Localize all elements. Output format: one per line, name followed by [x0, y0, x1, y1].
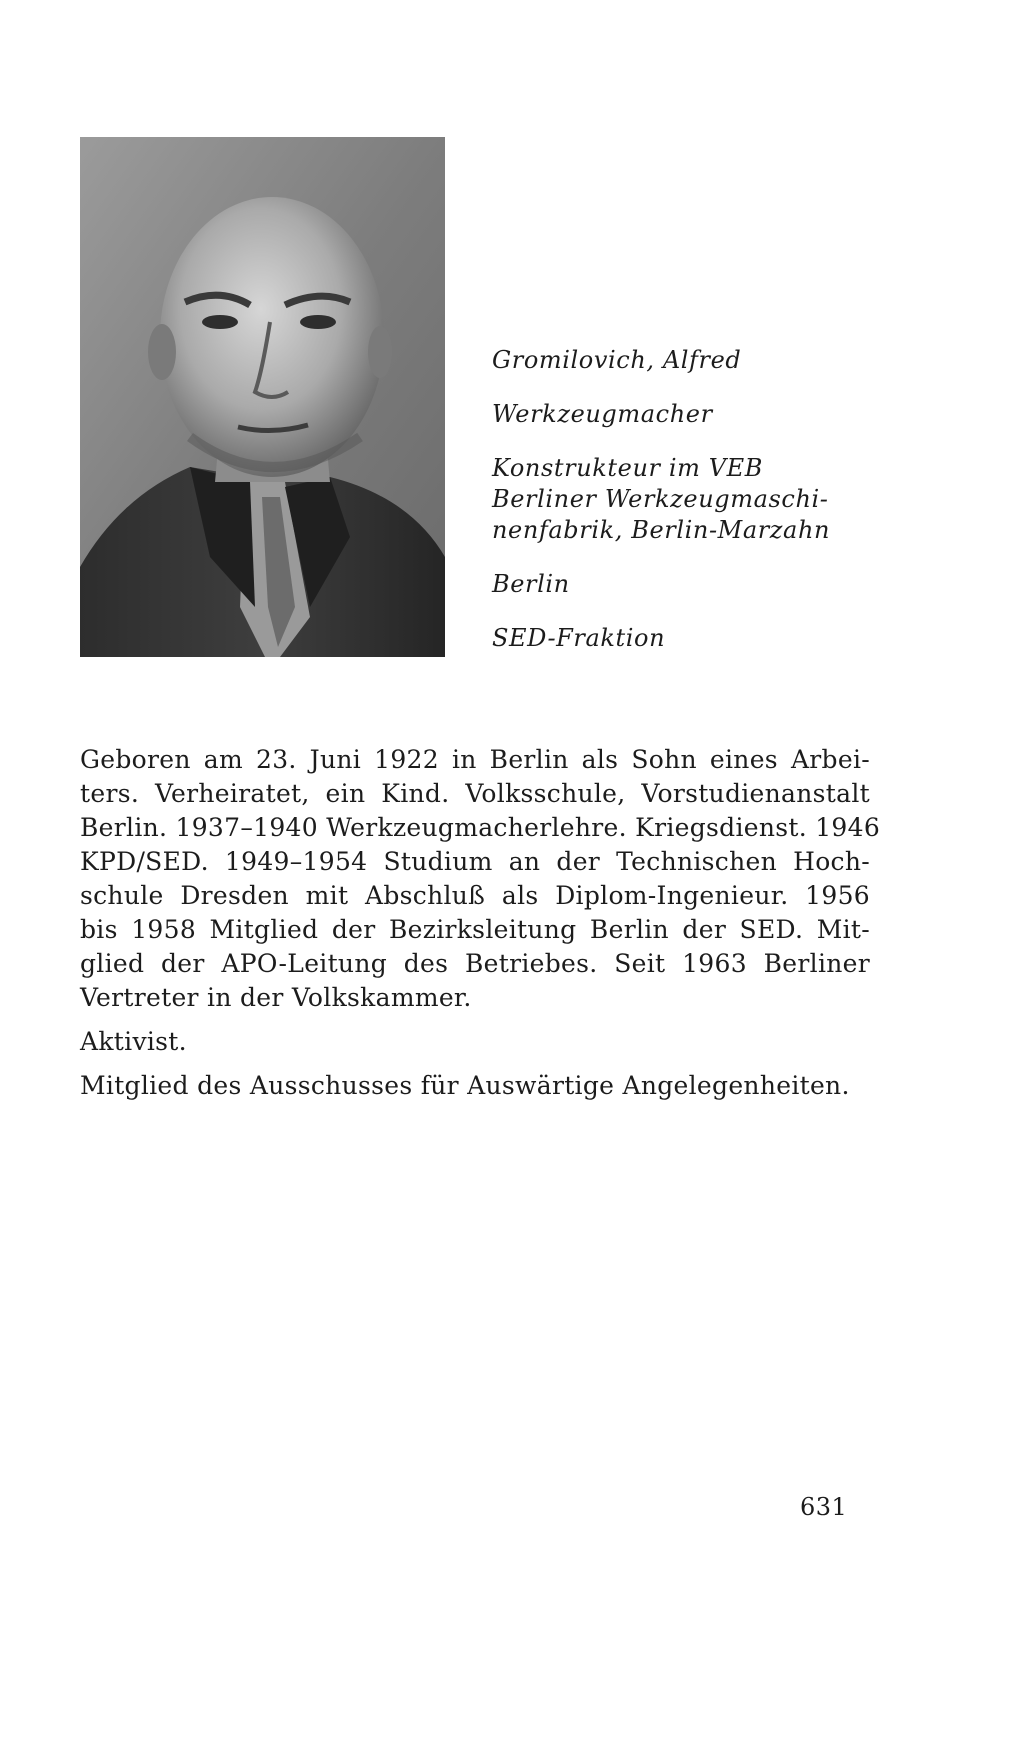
- biography-text: [80, 743, 881, 1103]
- biography-line: ters. Verheiratet, ein Kind. Volksschule, Vorstudienanstalt: [80, 779, 870, 808]
- biography-line: schule Dresden mit Abschluß als Diplom-Ingenieur. 1956: [80, 881, 870, 910]
- member-faction: SED-Fraktion: [492, 624, 666, 652]
- member-position-line: Konstrukteur im VEB: [492, 454, 763, 482]
- biography-committee: [80, 1069, 870, 1103]
- biography-line: Vertreter in der Volkskammer.: [80, 983, 472, 1012]
- page-number: 631: [800, 1493, 848, 1521]
- biography-paragraph: [80, 743, 881, 1015]
- biography-line: bis 1958 Mitglied der Bezirksleitung Berlin der SED. Mit-: [80, 915, 870, 944]
- member-name: Gromilovich, Alfred: [492, 346, 742, 374]
- member-position-line: nenfabrik, Berlin-Marzahn: [492, 516, 831, 544]
- biography-line: Geboren am 23. Juni 1922 in Berlin als Sohn eines Arbei-: [80, 745, 870, 774]
- member-constituency: Berlin: [492, 570, 570, 598]
- entry-header: [492, 345, 972, 677]
- member-position: [492, 453, 972, 546]
- biography-line: glied der APO-Leitung des Betriebes. Seit 1963 Berliner: [80, 949, 870, 978]
- biography-line: KPD/SED. 1949–1954 Studium an der Technischen Hoch-: [80, 847, 870, 876]
- member-position-line: Berliner Werkzeugmaschi-: [492, 485, 829, 513]
- biography-award: [80, 1025, 870, 1059]
- member-profession: Werkzeugmacher: [492, 400, 713, 428]
- portrait-photo: [80, 137, 445, 657]
- biography-line: Berlin. 1937–1940 Werkzeugmacherlehre. Kriegsdienst. 1946: [80, 813, 881, 842]
- portrait-image: [80, 137, 445, 657]
- committee-line: Mitglied des Ausschusses für Auswärtige Angelegenheiten.: [80, 1071, 850, 1100]
- award-line: Aktivist.: [80, 1027, 187, 1056]
